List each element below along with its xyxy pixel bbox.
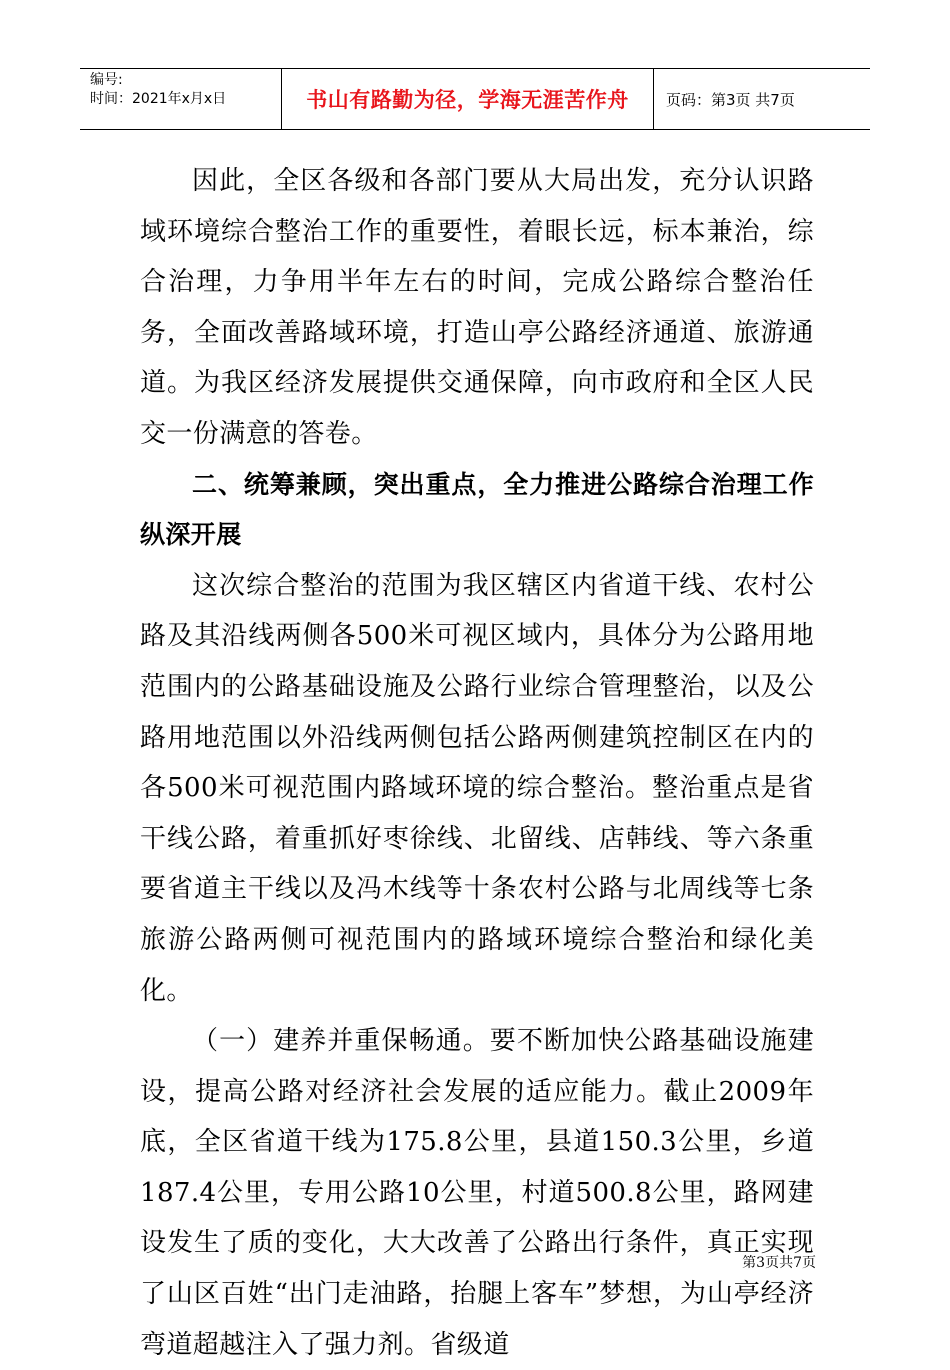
page-header [80, 68, 870, 130]
header-meta-cell [80, 69, 282, 129]
paragraph-conclusion: 因此，全区各级和各部门要从大局出发，充分认识路域环境综合整治工作的重要性，着眼长远，标本兼治，综合治理，力争用半年左右的时间，完成公路综合整治任务，全面改善路域环境，打造山亭公路经济通道、旅游通道。为我区经济发展提供交通保障，向市政府和全区人民交一份满意的答卷。 [140, 166, 814, 449]
paragraph-construction: （一）建养并重保畅通。要不断加快公路基础设施建设，提高公路对经济社会发展的适应能力。截止2009年底，全区省道干线为175.8公里，县道150.3公里，乡道187.4公里，专用公路10公里，村道500.8公里，路网建设发生了质的变化，大大改善了公路出行条件，真正实现了山区百姓“出门走油路，抬腿上客车”梦想，为山亭经济弯道超越注入了强力剂。省级道 [140, 1026, 814, 1360]
header-motto-cell [282, 69, 654, 129]
motto-text: 书山有路勤为径，学海无涯苦作舟 [306, 88, 629, 112]
paragraph-scope: 这次综合整治的范围为我区辖区内省道干线、农村公路及其沿线两侧各500米可视区域内，具体分为公路用地范围内的公路基础设施及公路行业综合管理整治，以及公路用地范围以外沿线两侧包括公路两侧建筑控制区在内的各500米可视范围内路域环境的综合整治。整治重点是省干线公路，着重抓好枣徐线、北留线、店韩线、等六条重要省道主干线以及冯木线等十条农村公路与北周线等七条旅游公路两侧可视范围内的路域环境综合整治和绿化美化。 [140, 570, 814, 1006]
header-page-cell [654, 69, 870, 129]
document-body [140, 156, 814, 1370]
page-footer: 第3页共7页 [742, 1255, 816, 1271]
serial-number-label: 编号: [90, 72, 123, 88]
page-number-label: 页码：第3页 共7页 [666, 90, 795, 109]
date-label: 时间：2021年x月x日 [90, 91, 227, 107]
section-heading: 二、统筹兼顾，突出重点，全力推进公路综合治理工作纵深开展 [140, 469, 814, 550]
